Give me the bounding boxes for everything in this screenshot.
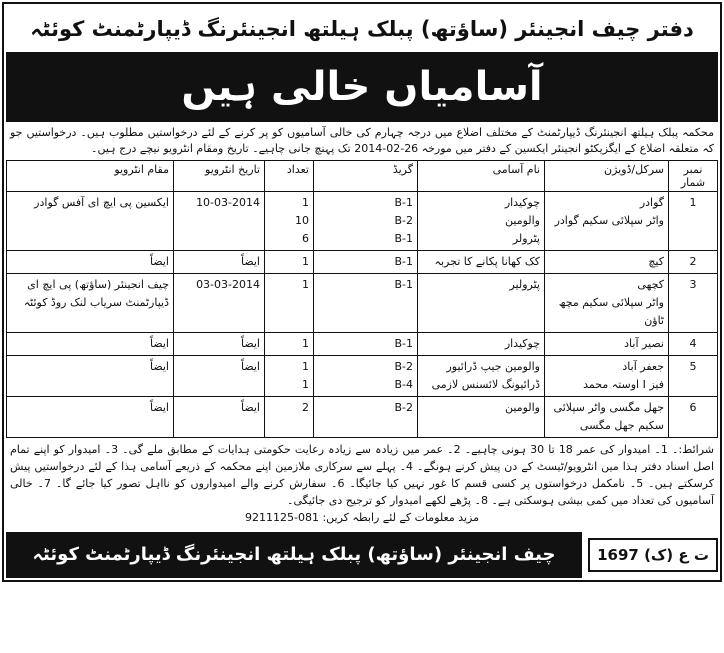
place-cell	[7, 397, 174, 438]
post-cell	[418, 274, 545, 333]
serial-cell	[669, 192, 718, 251]
circle-cell	[545, 356, 669, 397]
post-cell	[418, 356, 545, 397]
count-cell-value: 1	[302, 360, 309, 373]
serial-cell	[669, 333, 718, 356]
count-cell	[265, 251, 314, 274]
date-cell	[174, 274, 265, 333]
count-cell	[265, 274, 314, 333]
circle-cell-value: واٹر سپلائی سکیم گوادر	[554, 214, 664, 227]
post-cell-value: چوکیدار	[504, 196, 540, 209]
serial-cell-value: 1	[689, 196, 697, 209]
circle-cell	[545, 251, 669, 274]
reference-number: ت ع (ک) 1697	[588, 538, 718, 572]
vacancies-banner: آسامیاں خالی ہیں	[6, 52, 718, 122]
col-count: تعداد	[265, 161, 314, 192]
grade-cell	[314, 397, 418, 438]
circle-cell-value: گوادر	[639, 196, 664, 209]
place-cell-value: ایکسین پی ایچ ای آفس گوادر	[34, 196, 169, 209]
footer	[6, 532, 718, 578]
grade-cell-value: B-2	[394, 214, 413, 227]
grade-cell	[314, 356, 418, 397]
date-cell-value: 10-03-2014	[196, 196, 260, 209]
grade-cell	[314, 333, 418, 356]
count-cell	[265, 356, 314, 397]
table-row	[7, 333, 718, 356]
count-cell-value: 10	[295, 214, 309, 227]
table-row	[7, 356, 718, 397]
circle-cell	[545, 397, 669, 438]
grade-cell-value: B-1	[394, 255, 413, 268]
place-cell	[7, 251, 174, 274]
serial-cell-value: 3	[689, 278, 697, 291]
place-cell-value: چیف انجینئر (ساؤتھ) پی ایچ ای ڈیپارٹمنٹ سریاب لنک روڈ کوئٹہ	[23, 278, 169, 309]
circle-cell	[545, 192, 669, 251]
post-cell-value: ڈرائیونگ لائسنس لازمی	[431, 378, 540, 391]
place-cell-value: ایضاً	[149, 401, 169, 414]
table-row	[7, 192, 718, 251]
date-cell-value: ایضاً	[240, 255, 260, 268]
serial-cell-value: 4	[689, 337, 697, 350]
circle-cell-value: کیچ	[648, 255, 664, 268]
date-cell	[174, 356, 265, 397]
ad-border	[2, 2, 722, 582]
table-row	[7, 251, 718, 274]
serial-cell	[669, 251, 718, 274]
date-cell-value: 03-03-2014	[196, 278, 260, 291]
circle-cell-value: کچھی	[637, 278, 664, 291]
count-cell	[265, 192, 314, 251]
conditions	[6, 438, 718, 529]
count-cell-value: 2	[302, 401, 309, 414]
grade-cell-value: B-2	[394, 401, 413, 414]
col-circle: سرکل/ڈویژن	[545, 161, 669, 192]
table-row	[7, 274, 718, 333]
serial-cell-value: 2	[689, 255, 697, 268]
table-row	[7, 397, 718, 438]
col-grade: گریڈ	[314, 161, 418, 192]
vacancies-table	[6, 160, 718, 438]
count-cell	[265, 333, 314, 356]
col-date: تاریخ انٹرویو	[174, 161, 265, 192]
count-cell-value: 1	[302, 378, 309, 391]
count-cell-value: 6	[302, 232, 309, 245]
contact-line: مزید معلومات کے لئے رابطہ کریں: 081-9211125	[244, 511, 480, 524]
post-cell-value: چوکیدار	[504, 337, 540, 350]
grade-cell	[314, 274, 418, 333]
col-serial: نمبر شمار	[669, 161, 718, 192]
circle-cell-value: جھل مگسی واٹر سپلائی سکیم جھل مگسی	[553, 401, 664, 432]
date-cell	[174, 397, 265, 438]
post-cell-value: والومین	[505, 401, 540, 414]
place-cell	[7, 333, 174, 356]
grade-cell-value: B-1	[394, 232, 413, 245]
office-title: دفتر چیف انجینئر (ساؤتھ) پبلک ہیلتھ انجینئرنگ ڈیپارٹمنٹ کوئٹہ	[30, 17, 694, 41]
circle-cell-value: نصیر آباد	[624, 337, 664, 350]
circle-cell	[545, 333, 669, 356]
serial-cell-value: 5	[689, 360, 697, 373]
grade-cell	[314, 251, 418, 274]
count-cell-value: 1	[302, 255, 309, 268]
grade-cell-value: B-1	[394, 337, 413, 350]
place-cell	[7, 356, 174, 397]
grade-cell-value: B-4	[394, 378, 413, 391]
post-cell-value: پٹرولر	[512, 232, 540, 245]
post-cell	[418, 192, 545, 251]
conditions-text: شرائط:۔ 1۔ امیدوار کی عمر 18 تا 30 ہونی چاہیے۔ 2۔ عمر میں زیادہ سے زیادہ رعایت حکومتی ہدایات کے مطابق ملے گی۔ 3۔ امیدوار کو اپنے تمام اصل اسناد دفتر ہذا میں انٹرویو/ٹیسٹ کے دن پیش کرنے ہونگے۔ 4۔ پہلے سے سرکاری ملازمین اپنے محکمہ کے ذریعے آسامی ہذا کے لئے درخواستیں پیش کرسکتے ہیں۔ 5۔ نامکمل درخواستوں پر کسی قسم کا غور نہیں کیا جائیگا۔ 6۔ سفارش کرنے والے امیدواروں کو نااہل تصور کیا جائے گا۔ 7۔ خالی آسامیوں کی تعداد میں کمی بیشی ہوسکتی ہے۔ 8۔ پڑھے لکھے امیدوار کو ترجیح دی جائیگی۔	[10, 443, 714, 507]
date-cell	[174, 251, 265, 274]
grade-cell	[314, 192, 418, 251]
count-cell-value: 1	[302, 196, 309, 209]
circle-cell	[545, 274, 669, 333]
serial-cell-value: 6	[689, 401, 697, 414]
date-cell-value: ایضاً	[240, 337, 260, 350]
date-cell-value: ایضاً	[240, 360, 260, 373]
col-post: نام آسامی	[418, 161, 545, 192]
count-cell	[265, 397, 314, 438]
place-cell-value: ایضاً	[149, 360, 169, 373]
circle-cell-value: جعفر آباد	[622, 360, 664, 373]
post-cell-value: والومین	[505, 214, 540, 227]
post-cell-value: والومین جیپ ڈرائیور	[446, 360, 540, 373]
post-cell-value: پٹرولیر	[509, 278, 540, 291]
grade-cell-value: B-1	[394, 196, 413, 209]
count-cell-value: 1	[302, 278, 309, 291]
col-place: مقام انٹرویو	[7, 161, 174, 192]
serial-cell	[669, 274, 718, 333]
post-cell	[418, 333, 545, 356]
grade-cell-value: B-1	[394, 278, 413, 291]
circle-cell-value: واٹر سپلائی سکیم مچھ ٹاؤن	[558, 296, 664, 327]
footer-title: چیف انجینئر (ساؤتھ) پبلک ہیلتھ انجینئرنگ ڈیپارٹمنٹ کوئٹہ	[6, 532, 582, 578]
serial-cell	[669, 356, 718, 397]
table-header-row	[7, 161, 718, 192]
date-cell	[174, 192, 265, 251]
place-cell-value: ایضاً	[149, 255, 169, 268]
date-cell	[174, 333, 265, 356]
circle-cell-value: فیز I اوستہ محمد	[583, 378, 664, 391]
post-cell	[418, 397, 545, 438]
post-cell-value: کک کھانا پکانے کا تجربہ	[434, 255, 540, 268]
post-cell	[418, 251, 545, 274]
grade-cell-value: B-2	[394, 360, 413, 373]
intro-paragraph: محکمہ پبلک ہیلتھ انجینئرنگ ڈیپارٹمنٹ کے مختلف اضلاع میں درجہ چہارم کی خالی آسامیوں کو پر کرنے کے لئے درخواستیں مطلوب ہیں۔ درخواستیں جو کہ متعلقہ اضلاع کے ایگزیکٹو انجینئر ایکسین کے دفتر میں مورخہ 26-02-2014 تک پہنچ جانی چاہیے۔ تاریخ ومقام انٹرویو نیچے درج ہیں۔	[10, 126, 714, 155]
serial-cell	[669, 397, 718, 438]
count-cell-value: 1	[302, 337, 309, 350]
place-cell-value: ایضاً	[149, 337, 169, 350]
place-cell	[7, 274, 174, 333]
place-cell	[7, 192, 174, 251]
date-cell-value: ایضاً	[240, 401, 260, 414]
